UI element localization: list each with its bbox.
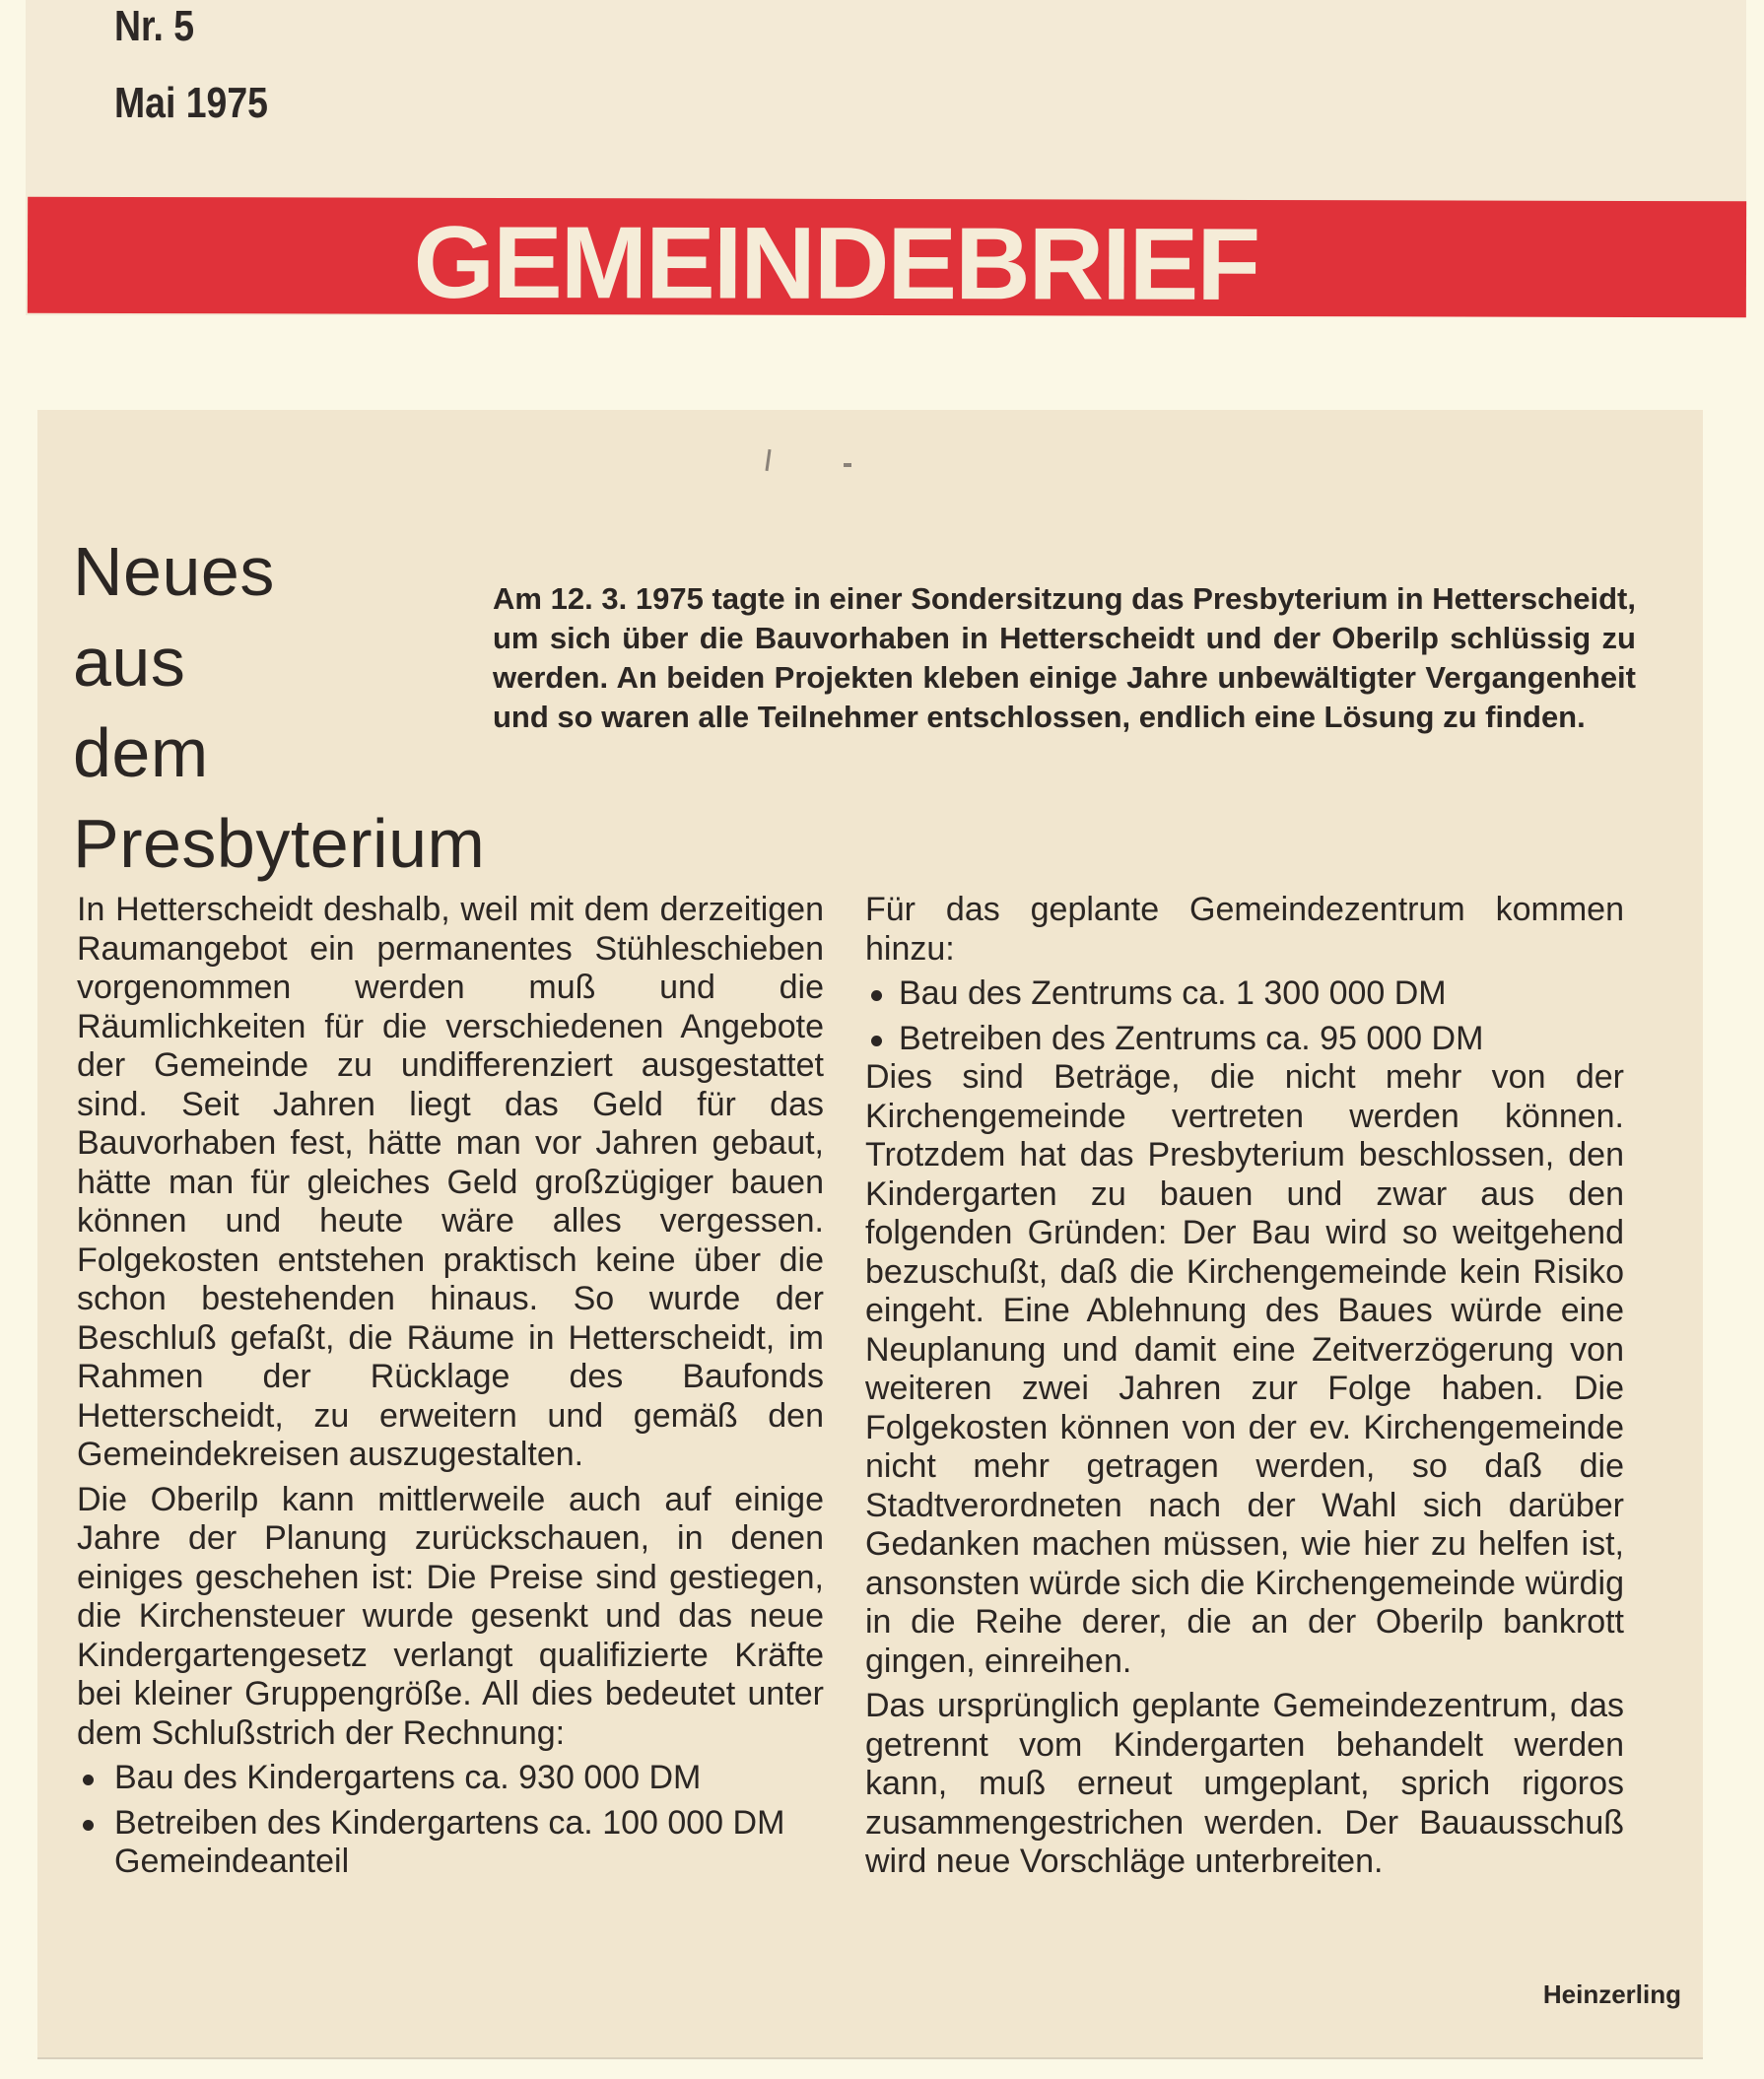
headline-line: Presbyterium: [73, 805, 486, 882]
paragraph: Die Oberilp kann mittlerweile auch auf einige Jahre der Planung zurückschauen, in denen einiges geschehen ist: Die Preise sind gestiegen, die Kirchensteuer wurde gesenkt und das neue Kindergartengesetz verlangt qualifizierte Kräfte bei kleiner Gruppengröße. All dies bedeutet unter dem Schlußstrich der Rechnung:: [77, 1480, 824, 1752]
headline-line: aus: [73, 624, 186, 701]
author-signature: Heinzerling: [1542, 1979, 1681, 2009]
paper-speck: [844, 463, 851, 467]
bullet-icon: [871, 1036, 882, 1046]
right-column: [865, 891, 1624, 1888]
paragraph: Für das geplante Gemeindezentrum kommen hinzu:: [865, 891, 1624, 968]
church-seal-arc-logo: [735, 0, 1386, 128]
bullet-icon: [83, 1820, 94, 1831]
left-column: [77, 891, 824, 1888]
list-item-text: Bau des Zentrums ca. 1 300 000 DM: [899, 974, 1447, 1012]
list-item-text: Bau des Kindergartens ca. 930 000 DM: [114, 1759, 702, 1796]
article-headline: [73, 526, 485, 889]
headline-line: dem: [73, 714, 209, 791]
issue-number: Nr. 5: [114, 2, 195, 50]
list-item-text: Betreiben des Zentrums ca. 95 000 DM: [899, 1019, 1484, 1057]
paragraph: Dies sind Beträge, die nicht mehr von der Kirchengemeinde vertreten werden können. Trotzdem hat das Presbyterium beschlossen, den Kindergarten zu bauen und zwar aus den folgenden Gründen: Der Bau wird so weitgehend bezuschußt, daß die Kirchengemeinde kein Risiko eingeht. Eine Ablehnung des Baues würde eine Neuplanung und damit eine Zeitverzögerung von weiteren zwei Jahren zur Folge haben. Die Folgekosten können von der ev. Kirchengemeinde nicht mehr getragen werden, so daß die Stadtverordneten nach der Wahl sich darüber Gedanken machen müssen, wie hier zu helfen ist, ansonsten würde sich die Kirchengemeinde würdig in die Reihe derer, die an der Oberilp bankrott gingen, einreihen.: [865, 1058, 1624, 1680]
issue-date: Mai 1975: [114, 79, 268, 127]
headline-line: Neues: [73, 533, 275, 610]
list-item: [865, 1020, 1624, 1059]
banner-band: [28, 197, 1746, 322]
paper-speck: [765, 449, 771, 471]
seal-arc-svg: [735, 0, 1386, 128]
banner-title: GEMEINDEBRIEF: [413, 205, 1259, 322]
cost-list: [77, 1759, 824, 1882]
list-item: [865, 974, 1624, 1014]
article-clipping: [37, 410, 1703, 2057]
masthead-clipping: [26, 0, 1746, 322]
article-lede: Am 12. 3. 1975 tagte in einer Sondersitzung das Presbyterium in Hetterscheidt, um sich über die Bauvorhaben in Hetterscheidt und der Oberilp schlüssig zu werden. An beiden Projekten kleben einige Jahre unbewältigter Vergangenheit und so waren alle Teilnehmer entschlossen, endlich eine Lösung zu finden.: [493, 581, 1636, 734]
list-item: [77, 1759, 824, 1798]
paragraph: In Hetterscheidt deshalb, weil mit dem derzeitigen Raumangebot ein permanentes Stühleschieben vorgenommen werden muß und die Räumlichkeiten für die verschiedenen Angebote der Gemeinde zu undifferenziert ausgestattet sind. Seit Jahren liegt das Geld für das Bauvorhaben fest, hätte man vor Jahren gebaut, hätte man für gleiches Geld großzügiger bauen können und heute wäre alles vergessen. Folgekosten entstehen praktisch keine über die schon bestehenden hinaus. So wurde der Beschluß gefaßt, die Räume in Hetterscheidt, im Rahmen der Rücklage des Baufonds Hetterscheidt, zu erweitern und gemäß den Gemeindekreisen auszugestalten.: [77, 891, 824, 1473]
paragraph: Das ursprünglich geplante Gemeindezentrum, das getrennt vom Kindergarten behandelt werden kann, muß erneut umgeplant, sprich rigoros zusammengestrichen werden. Der Bauausschuß wird neue Vorschläge unterbreiten.: [865, 1687, 1624, 1880]
cost-list: [865, 974, 1624, 1058]
bullet-icon: [871, 990, 882, 1001]
list-item: [77, 1804, 824, 1882]
bullet-icon: [83, 1775, 94, 1785]
list-item-text: Betreiben des Kindergartens ca. 100 000 DM Gemeindeanteil: [114, 1803, 785, 1880]
